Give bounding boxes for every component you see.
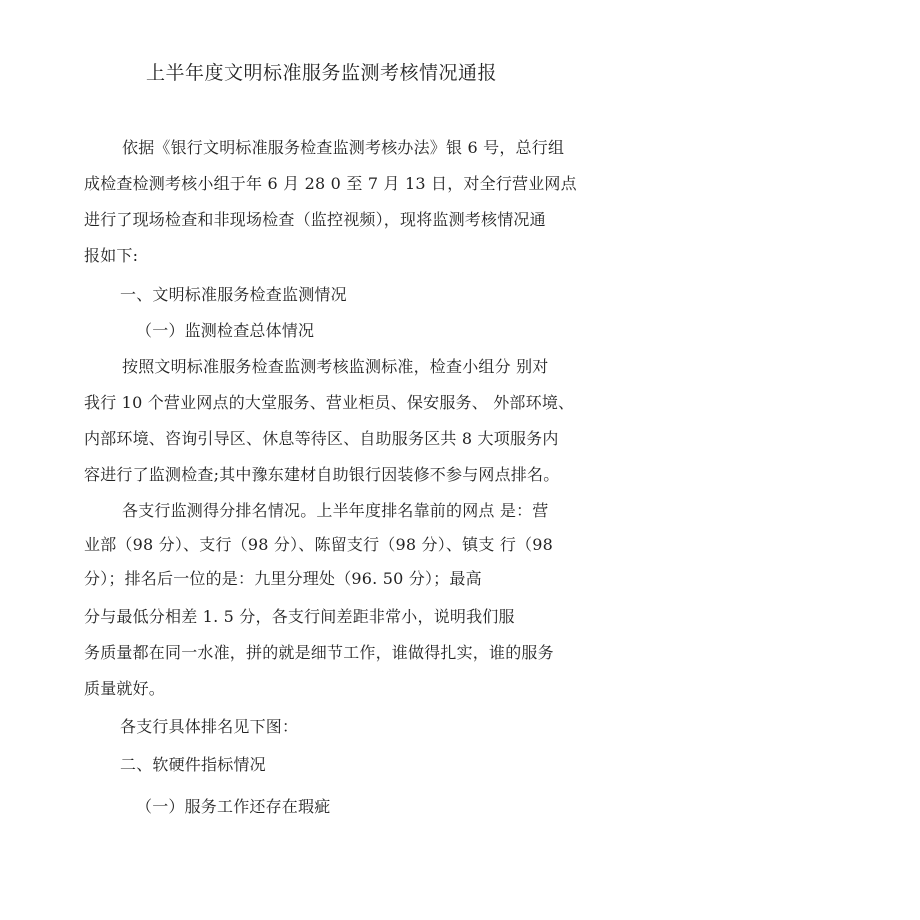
section-heading: 二、软硬件指标情况 <box>120 755 266 774</box>
paragraph-line: 分与最低分相差 1. 5 分，各支行间差距非常小，说明我们服 <box>84 607 515 626</box>
paragraph-line: 各支行具体排名见下图： <box>120 717 299 736</box>
paragraph-line: 我行 10 个营业网点的大堂服务、营业柜员、保安服务、 外部环境、 <box>84 393 575 412</box>
subsection-heading: （一）服务工作还存在瑕疵 <box>136 797 331 816</box>
paragraph-line: 进行了现场检查和非现场检查（监控视频），现将监测考核情况通 <box>84 210 546 229</box>
paragraph-line: 按照文明标准服务检查监测考核监测标准，检查小组分 别对 <box>122 357 549 376</box>
paragraph-line: 容进行了监测检查;其中豫东建材自助银行因装修不参与网点排名。 <box>84 465 560 484</box>
paragraph-line: 依据《银行文明标准服务检查监测考核办法》银 6 号，总行组 <box>122 138 565 157</box>
document-title: 上半年度文明标准服务监测考核情况通报 <box>146 62 498 84</box>
subsection-heading: （一）监测检查总体情况 <box>136 321 315 340</box>
paragraph-line: 务质量都在同一水准，拼的就是细节工作，谁做得扎实，谁的服务 <box>84 643 554 662</box>
paragraph-line: 分）；排名后一位的是：九里分理处（96. 50 分）；最高 <box>84 569 482 588</box>
paragraph-line: 内部环境、咨询引导区、休息等待区、自助服务区共 8 大项服务内 <box>84 429 559 448</box>
paragraph-line: 业部（98 分）、支行（98 分）、陈留支行（98 分）、镇支 行（98 <box>84 535 553 554</box>
paragraph-line: 质量就好。 <box>84 679 166 698</box>
paragraph-line: 成检查检测考核小组于年 6 月 28 0 至 7 月 13 日，对全行营业网点 <box>84 174 577 193</box>
paragraph-line: 各支行监测得分排名情况。上半年度排名靠前的网点 是：营 <box>122 501 549 520</box>
paragraph-line: 报如下: <box>84 246 139 265</box>
section-heading: 一、文明标准服务检查监测情况 <box>120 285 347 304</box>
